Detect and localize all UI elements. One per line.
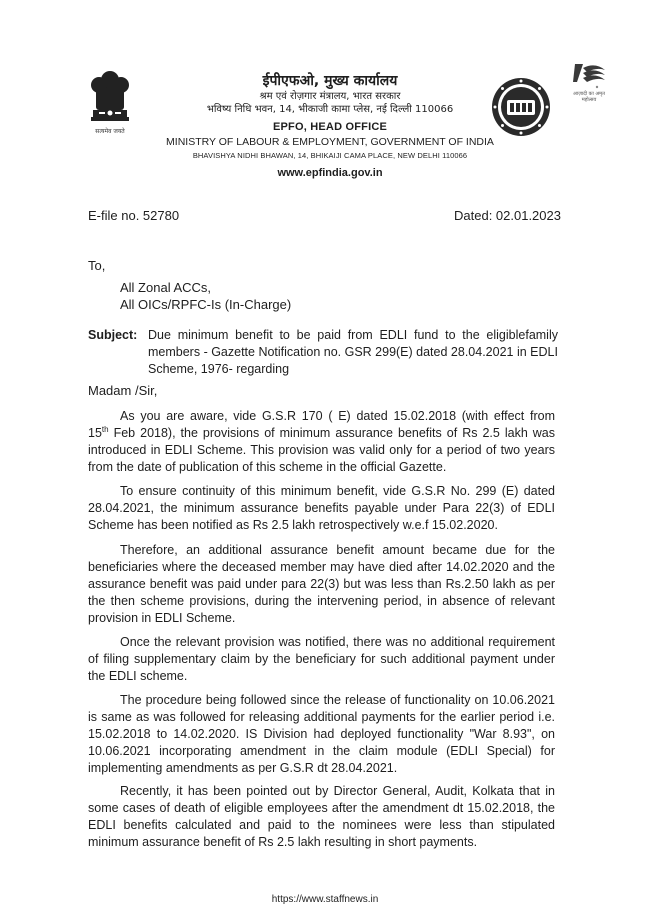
paragraph-line: assurance benefit was paid under para 22(3) but was less than Rs.2.50 lakh as per — [88, 577, 555, 591]
paragraph-line: 15.02.2018 to 14.02.2020. IS Division had deployed functionality "War 8.93", on — [88, 727, 555, 741]
website-link[interactable]: www.epfindia.gov.in — [277, 167, 383, 179]
paragraph-line: the then scheme provisions, during the intervening period, in absence of relevant — [88, 594, 555, 608]
office-address: BHAVISHYA NIDHI BHAWAN, 14, BHIKAIJI CAMA PLACE, NEW DELHI 110066 — [192, 151, 468, 160]
paragraph-line: provision in EDLI Scheme. — [88, 611, 236, 625]
paragraph-6 — [88, 783, 555, 851]
paragraph-line: is same as was followed for releasing additional payments for the earlier period i.e. — [88, 710, 555, 724]
recipient-zonal-accs: All Zonal ACCs, — [120, 280, 212, 295]
paragraph-3 — [88, 542, 555, 627]
hindi-address: भविष्य निधि भवन, 14, भीकाजी कामा प्लेस, नई दिल्ली 110066 — [206, 104, 454, 115]
paragraph-line: 28.04.2021, the minimum assurance benefits payable under Para 22(3) of EDLI — [88, 501, 555, 515]
subject-label: Subject: — [88, 328, 138, 342]
paragraph-line: some cases of death of eligible employees after the amendment dt 15.02.2018, the — [88, 801, 555, 815]
hindi-ministry: श्रम एवं रोज़गार मंत्रालय, भारत सरकार — [259, 91, 401, 102]
paragraph-line: implementing amendments as per G.S.R dt 28.04.2021. — [88, 761, 398, 775]
national-emblem-logo — [82, 66, 138, 136]
to-label: To, — [88, 258, 106, 273]
paragraph-line: Therefore, an additional assurance benefit amount became due for the — [120, 543, 555, 557]
salutation: Madam /Sir, — [88, 383, 158, 398]
ministry-name: MINISTRY OF LABOUR & EMPLOYMENT, GOVERNMENT OF INDIA — [166, 136, 494, 148]
subject-line-2: members - Gazette Notification no. GSR 299(E) dated 28.04.2021 in EDLI — [148, 345, 558, 359]
hindi-office-title: ईपीएफओ, मुख्य कार्यालय — [262, 73, 398, 89]
paragraph-line: minimum assurance benefit of Rs 2.5 lakh resulting in short payments. — [88, 835, 478, 849]
paragraph-line: introduced in EDLI Scheme. This provision was valid only for a period of two years — [88, 443, 555, 457]
paragraph-line: 15th Feb 2018), the provisions of minimum assurance benefits of Rs 2.5 lakh was — [88, 424, 555, 440]
footer-url[interactable]: https://www.staffnews.in — [271, 894, 379, 905]
paragraph-line: of filing supplementary claim by the beneficiary for such additional payment under — [88, 652, 555, 666]
epfo-seal-logo — [490, 76, 552, 138]
paragraph-line: The procedure being followed since the release of functionality on 10.06.2021 — [120, 693, 555, 707]
paragraph-line: from the date of publication of this scheme in the official Gazette. — [88, 460, 447, 474]
paragraph-line: Once the relevant provision was notified, there was no additional requirement — [120, 635, 555, 649]
paragraph-4 — [88, 634, 555, 685]
subject-line-3: Scheme, 1976- regarding — [148, 362, 290, 376]
paragraph-line: EDLI benefits calculated and paid to the nominees were less than stipulated — [88, 818, 555, 832]
emblem-caption: सत्यमेव जयते — [95, 128, 125, 135]
efile-number: E-file no. 52780 — [88, 208, 180, 223]
paragraph-line: the EDLI scheme. — [88, 669, 188, 683]
paragraph-line: As you are aware, vide G.S.R 170 ( E) dated 15.02.2018 (with effect from — [120, 409, 555, 423]
paragraph-2 — [88, 483, 555, 534]
letter-date: Dated: 02.01.2023 — [454, 208, 561, 223]
paragraph-line: To ensure continuity of this minimum benefit, vide G.S.R No. 299 (E) dated — [120, 484, 555, 498]
azadi-caption: आज़ादी का अमृत महोत्सव — [572, 91, 606, 103]
paragraph-line: Scheme has been notified as Rs 2.5 lakh retrospectively w.e.f 15.02.2020. — [88, 518, 498, 532]
subject-line-1: Due minimum benefit to be paid from EDLI fund to the eligiblefamily — [148, 328, 558, 342]
paragraph-1 — [88, 408, 555, 476]
office-title: EPFO, HEAD OFFICE — [272, 121, 388, 133]
paragraph-5 — [88, 692, 555, 777]
paragraph-line: Recently, it has been pointed out by Director General, Audit, Kolkata that in — [120, 784, 555, 798]
recipient-oics: All OICs/RPFC-Is (In-Charge) — [120, 297, 292, 312]
paragraph-line: beneficiaries where the deceased member may have died after 14.02.2020 and the — [88, 560, 555, 574]
paragraph-line: 10.06.2021 incorporating amendment in the claim module (EDLI Special) for — [88, 744, 555, 758]
